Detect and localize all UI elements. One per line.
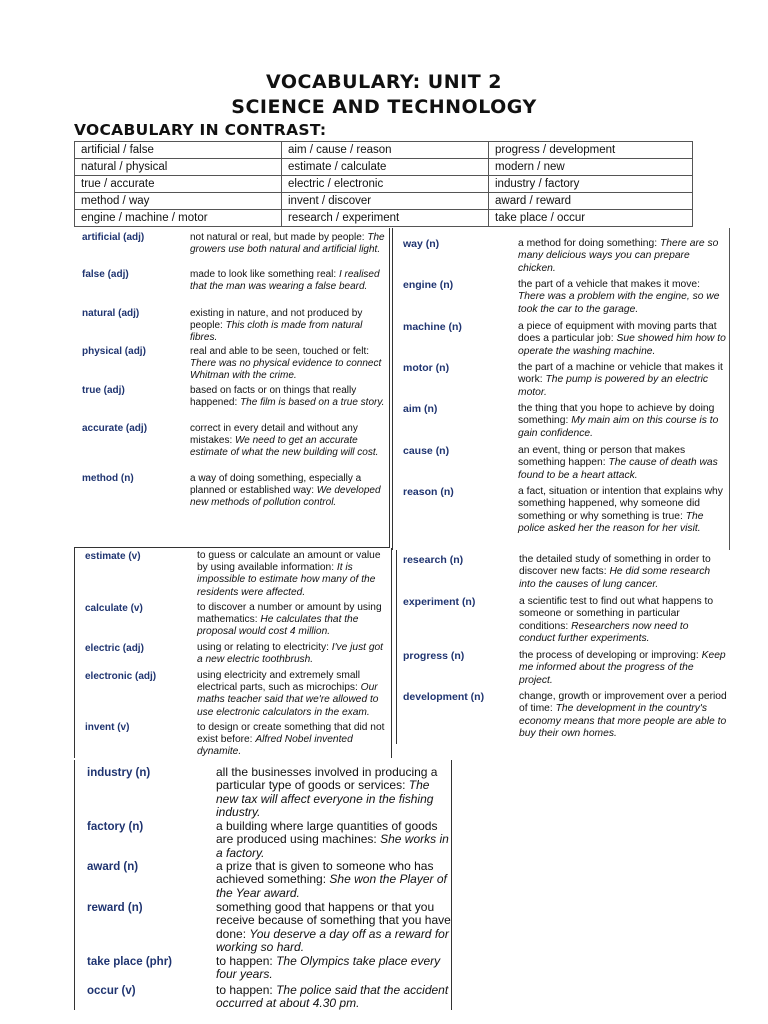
- table-row: [75, 210, 693, 227]
- entry-definition: a piece of equipment with moving parts that does a particular job: Sue showed him how to operate the washing machine.: [518, 321, 726, 357]
- table-cell: take place / occur: [489, 210, 693, 227]
- table-cell: modern / new: [489, 159, 693, 176]
- entry-definition: an event, thing or person that makes something happen: The cause of death was found to be a heart attack.: [518, 445, 718, 481]
- entry-word: motor (n): [403, 362, 450, 374]
- entry-definition: to discover a number or amount by using mathematics: He calculates that the proposal would cost 4 million.: [197, 602, 382, 638]
- table-cell: engine / machine / motor: [75, 210, 282, 227]
- entry-word: industry (n): [87, 767, 151, 779]
- entry-definition: a scientific test to find out what happens to someone or something in particular conditions: Researchers now need to conduct further experiments.: [519, 596, 714, 645]
- entry-definition: something good that happens or that you receive because of something that you have done: You deserve a day off as a reward for working so hard.: [216, 900, 451, 955]
- entry-word: take place (phr): [87, 956, 172, 968]
- table-row: [75, 142, 693, 159]
- table-cell: natural / physical: [75, 159, 282, 176]
- table-cell: invent / discover: [282, 193, 489, 210]
- entry-word: natural (adj): [82, 308, 140, 319]
- section-heading: VOCABULARY IN CONTRAST:: [74, 121, 327, 139]
- entry-definition: the part of a machine or vehicle that makes it work: The pump is powered by an electric motor.: [518, 362, 723, 398]
- table-cell: true / accurate: [75, 176, 282, 193]
- entry-definition: existing in nature, and not produced by people: This cloth is made from natural fibres.: [190, 308, 363, 343]
- entry-word: progress (n): [403, 650, 465, 662]
- entry-word: false (adj): [82, 269, 129, 280]
- table-cell: estimate / calculate: [282, 159, 489, 176]
- table-row: [75, 176, 693, 193]
- table-cell: industry / factory: [489, 176, 693, 193]
- glossary-panel-d: [396, 550, 728, 744]
- entry-definition: a way of doing something, especially a planned or established way: We developed new methods of pollution control.: [190, 473, 381, 508]
- entry-definition: using electricity and extremely small electrical parts, such as microchips: Our maths teacher said that we're allowed to use electronic calculators in the exam.: [197, 670, 379, 718]
- entry-definition: based on facts or on things that really happened: The film is based on a true story.: [190, 385, 385, 408]
- entry-word: true (adj): [82, 385, 125, 396]
- entry-word: occur (v): [87, 985, 136, 997]
- entry-definition: the process of developing or improving: Keep me informed about the progress of the project.: [519, 650, 726, 686]
- entry-definition: to guess or calculate an amount or value by using available information: It is impossible to estimate how many of the residents were affected.: [197, 550, 381, 598]
- table-cell: electric / electronic: [282, 176, 489, 193]
- table-cell: artificial / false: [75, 142, 282, 159]
- entry-word: way (n): [403, 238, 440, 250]
- entry-word: research (n): [403, 554, 464, 566]
- entry-word: factory (n): [87, 821, 144, 833]
- entry-word: experiment (n): [403, 596, 476, 608]
- entry-word: reason (n): [403, 486, 454, 498]
- contrast-table: [74, 141, 693, 227]
- entry-definition: real and able to be seen, touched or felt: There was no physical evidence to connect Whitman with the crime.: [190, 346, 382, 381]
- table-cell: research / experiment: [282, 210, 489, 227]
- entry-word: cause (n): [403, 445, 450, 457]
- table-cell: aim / cause / reason: [282, 142, 489, 159]
- page-title: VOCABULARY: UNIT 2: [266, 71, 502, 93]
- entry-definition: to design or create something that did not exist before: Alfred Nobel invented dynamite.: [197, 722, 385, 758]
- entry-word: artificial (adj): [82, 232, 145, 243]
- entry-word: method (n): [82, 473, 134, 484]
- entry-definition: all the businesses involved in producing a particular type of goods or services: The new tax will affect everyone in the fishing industry.: [216, 765, 438, 820]
- table-row: [75, 193, 693, 210]
- entry-definition: the thing that you hope to achieve by doing something: My main aim on this course is to gain confidence.: [518, 403, 719, 439]
- entry-definition: made to look like something real: I realised that the man was wearing a false beard.: [190, 269, 380, 292]
- entry-definition: a prize that is given to someone who has achieved something: She won the Player of the Year award.: [216, 859, 447, 900]
- glossary-panel-b: [392, 228, 730, 550]
- table-cell: award / reward: [489, 193, 693, 210]
- entry-definition: to happen: The police said that the accident occurred at about 4.30 pm.: [216, 983, 449, 1010]
- entry-word: physical (adj): [82, 346, 146, 357]
- entry-word: machine (n): [403, 321, 462, 333]
- entry-definition: to happen: The Olympics take place every four years.: [216, 954, 441, 982]
- entry-definition: a fact, situation or intention that explains why something happened, why someone did something or why something is true: The police asked her the reason for her visit.: [518, 486, 723, 535]
- table-row: [75, 159, 693, 176]
- entry-word: development (n): [403, 691, 485, 703]
- entry-definition: a building where large quantities of goods are produced using machines: She works in a factory.: [216, 819, 449, 860]
- entry-word: calculate (v): [85, 603, 143, 614]
- page-subtitle: SCIENCE AND TECHNOLOGY: [231, 96, 537, 118]
- entry-word: aim (n): [403, 403, 438, 415]
- entry-word: estimate (v): [85, 551, 141, 562]
- entry-definition: a method for doing something: There are so many delicious ways you can prepare chicken.: [518, 238, 719, 274]
- entry-word: reward (n): [87, 902, 143, 914]
- entry-word: invent (v): [85, 722, 130, 733]
- entry-definition: not natural or real, but made by people: The growers use both natural and artificial light.: [190, 232, 385, 255]
- glossary-panel-c: [74, 548, 392, 758]
- table-cell: progress / development: [489, 142, 693, 159]
- glossary-panel-a: [74, 228, 390, 548]
- entry-definition: the part of a vehicle that makes it move: There was a problem with the engine, so we took the car to the garage.: [518, 279, 720, 315]
- entry-word: electric (adj): [85, 643, 144, 654]
- entry-word: electronic (adj): [85, 671, 157, 682]
- entry-definition: change, growth or improvement over a period of time: The development in the country's economy means that more people are able to buy their own homes.: [519, 691, 727, 740]
- entry-definition: the detailed study of something in order to discover new facts: He did some research into the causes of lung cancer.: [519, 554, 711, 590]
- entry-word: accurate (adj): [82, 423, 148, 434]
- entry-word: award (n): [87, 861, 139, 873]
- entry-definition: using or relating to electricity: I've just got a new electric toothbrush.: [197, 642, 383, 666]
- entry-word: engine (n): [403, 279, 454, 291]
- entry-definition: correct in every detail and without any mistakes: We need to get an accurate estimate of what the new building will cost.: [190, 423, 379, 458]
- glossary-panel-e: [74, 760, 452, 1010]
- table-cell: method / way: [75, 193, 282, 210]
